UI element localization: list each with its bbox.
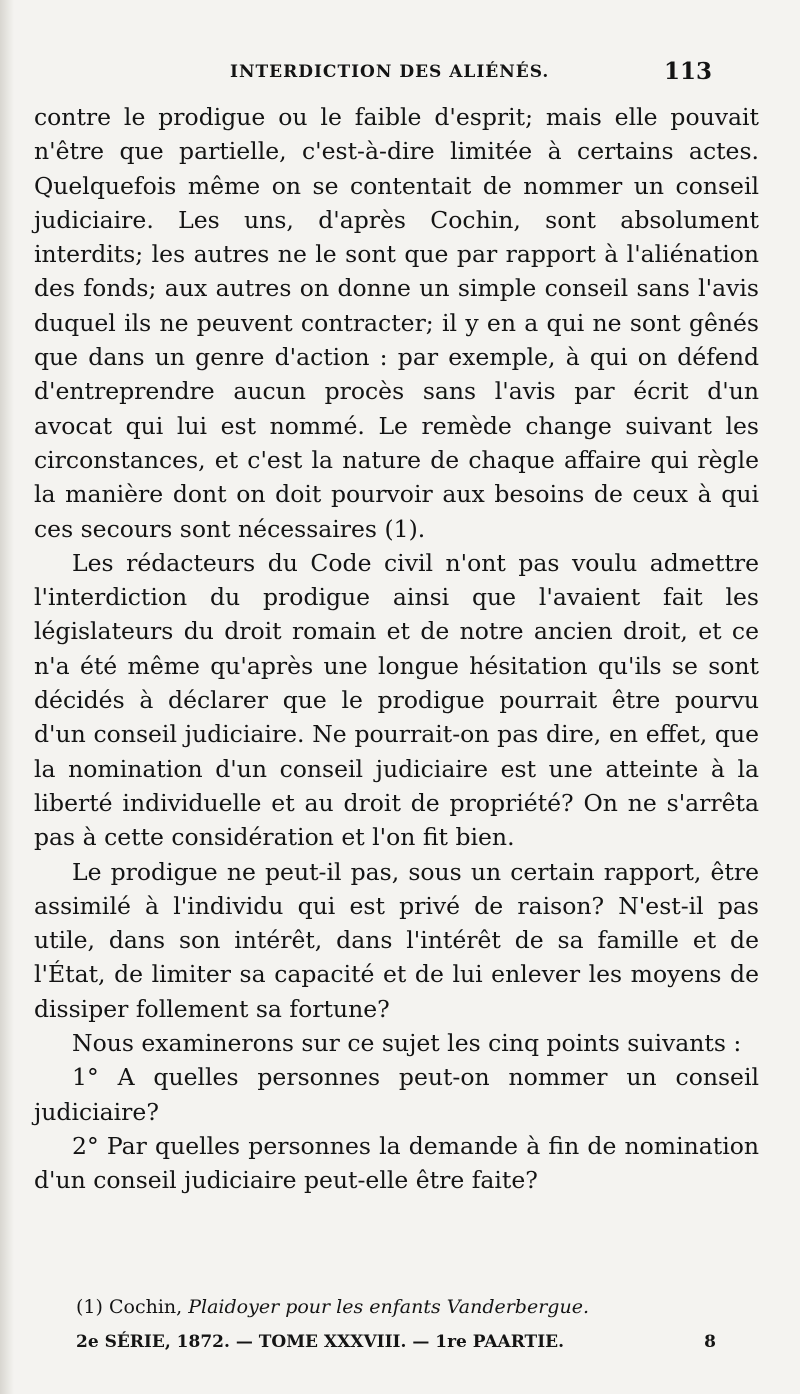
footnote xyxy=(76,1296,589,1318)
signature-line xyxy=(76,1332,716,1352)
binding-edge-shadow xyxy=(0,0,14,1394)
numbered-point: 2° Par quelles personnes la demande à fin de nomination d'un conseil judiciaire peut-elle être faite? xyxy=(34,1131,759,1195)
footnote-marker: (1) xyxy=(76,1296,103,1318)
paragraph: Le prodigue ne peut-il pas, sous un certain rapport, être assimilé à l'individu qui est privé de raison? N'est-il pas utile, dans son intérêt, dans l'intérêt de sa famille et de l'État, de limiter sa capacité et de lui enlever les moyens de dissiper follement sa fortune? xyxy=(34,857,759,1023)
signature-mark: 8 xyxy=(704,1332,716,1352)
running-head: INTERDICTION DES ALIÉNÉS. xyxy=(230,62,550,82)
paragraph: Les rédacteurs du Code civil n'ont pas voulu admettre l'interdiction du prodigue ainsi que l'avaient fait les législateurs du droit romain et de notre ancien droit, et ce n'a été même qu'après une longue hésitation qu'ils se sont décidés à déclarer que le prodigue pourrait être pourvu d'un conseil judiciaire. Ne pourrait-on pas dire, en effet, que la nomination d'un conseil judiciaire est une atteinte à la liberté individuelle et au droit de propriété? On ne s'arrêta pas à cette considération et l'on fit bien. xyxy=(34,548,759,852)
page-number: 113 xyxy=(663,58,712,85)
numbered-point: 1° A quelles personnes peut-on nommer un conseil judiciaire? xyxy=(34,1063,759,1126)
footnote-title: Plaidoyer pour les enfants Vanderbergue. xyxy=(188,1296,589,1318)
footnote-author: Cochin, xyxy=(108,1296,183,1318)
paragraph-continued: contre le prodigue ou le faible d'esprit; mais elle pouvait n'être que partielle, c'est-à-dire limitée à certains actes. Quelquefois même on se contentait de nommer un conseil judiciaire. Les uns, d'après Cochin, sont absolument interdits; les autres ne le sont que par rapport à l'aliénation des fonds; aux autres on donne un simple conseil sans l'avis duquel ils ne peuvent contracter; il y en a qui ne sont gênés que dans un genre d'action : par exemple, à qui on défend d'entreprendre aucun procès sans l'avis par écrit d'un avocat qui lui est nommé. Le remède change suivant les circonstances, et c'est la nature de chaque affaire qui règle la manière dont on doit pourvoir aux besoins de ceux à qui ces secours sont nécessaires (1). xyxy=(34,103,759,543)
series-info: 2e SÉRIE, 1872. — TOME XXXVIII. — 1re PAARTIE. xyxy=(76,1332,565,1352)
body-text xyxy=(34,100,759,1198)
paragraph: Nous examinerons sur ce sujet les cinq points suivants : xyxy=(72,1029,742,1058)
